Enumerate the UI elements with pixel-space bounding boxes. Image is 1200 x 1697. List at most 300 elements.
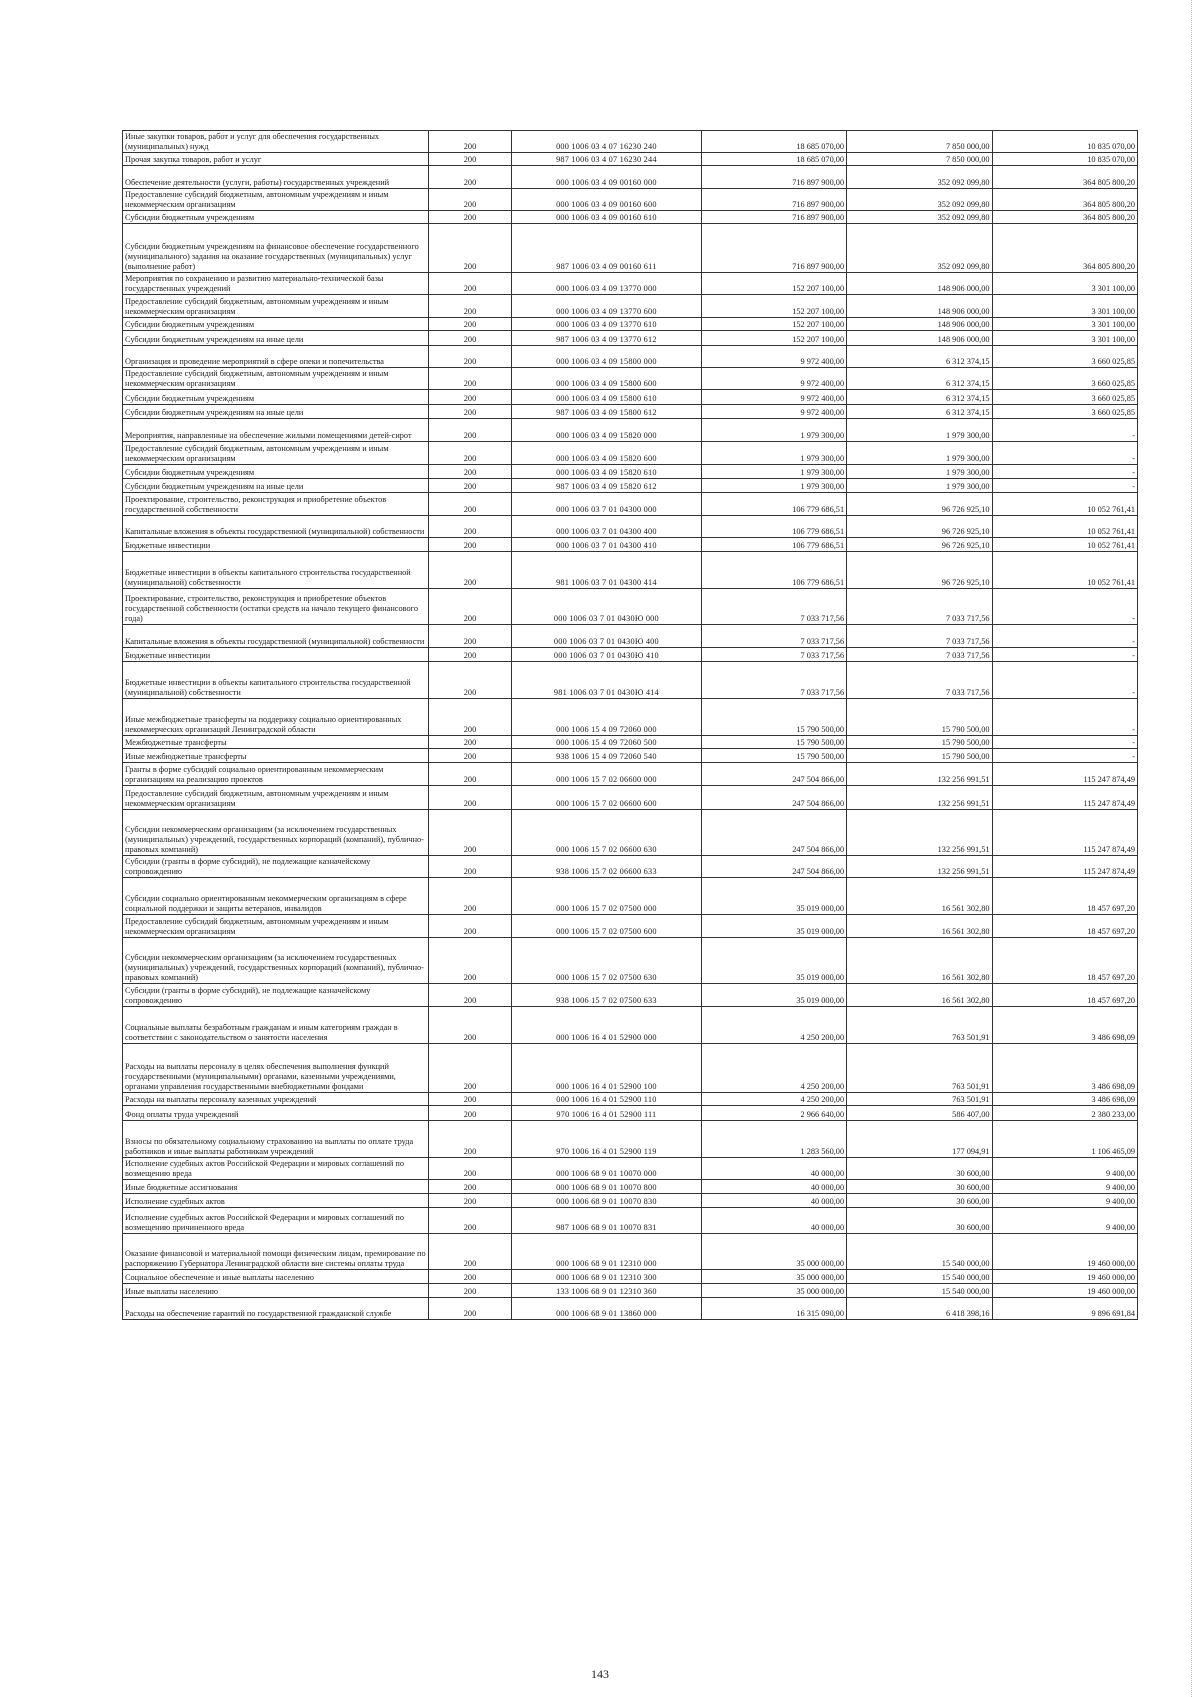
table-row <box>123 538 1138 552</box>
line-code-cell: 200 <box>428 318 511 331</box>
unexecuted-amount-cell: 3 660 025,85 <box>992 368 1137 390</box>
expense-name-cell: Иные закупки товаров, работ и услуг для обеспечения государственных (муниципальных) нужд <box>123 131 429 153</box>
table-row <box>123 1158 1138 1180</box>
unexecuted-amount-cell: 19 460 000,00 <box>992 1234 1137 1270</box>
expense-name-cell: Субсидии бюджетным учреждениям на иные цели <box>123 479 429 493</box>
executed-amount-cell: 15 790 500,00 <box>847 736 992 749</box>
expense-name-cell: Организация и проведение мероприятий в сфере опеки и попечительства <box>123 346 429 368</box>
table-row <box>123 405 1138 419</box>
budget-classification-code-cell: 000 1006 03 4 09 15800 600 <box>512 368 702 390</box>
approved-amount-cell: 18 685 070,00 <box>701 153 846 166</box>
expense-name-cell: Субсидии бюджетным учреждениям на финансовое обеспечение государственного (муниципального) задания на оказание государственных (муниципальных) услуг (выполнение работ) <box>123 224 429 273</box>
approved-amount-cell: 7 033 717,56 <box>701 662 846 699</box>
line-code-cell: 200 <box>428 224 511 273</box>
approved-amount-cell: 716 897 900,00 <box>701 224 846 273</box>
executed-amount-cell: 177 094,91 <box>847 1121 992 1158</box>
line-code-cell: 200 <box>428 786 511 810</box>
line-code-cell: 200 <box>428 552 511 589</box>
approved-amount-cell: 18 685 070,00 <box>701 131 846 153</box>
executed-amount-cell: 16 561 302,80 <box>847 984 992 1007</box>
budget-classification-code-cell: 000 1006 03 7 01 0430Ю 410 <box>512 648 702 662</box>
line-code-cell: 200 <box>428 878 511 915</box>
expense-name-cell: Оказание финансовой и материальной помощи физическим лицам, премирование по распоряжению Губернатора Ленинградской области вне системы оплаты труда <box>123 1234 429 1270</box>
line-code-cell: 200 <box>428 589 511 625</box>
line-code-cell: 200 <box>428 538 511 552</box>
budget-classification-code-cell: 000 1006 03 4 09 15820 000 <box>512 419 702 442</box>
approved-amount-cell: 9 972 400,00 <box>701 346 846 368</box>
line-code-cell: 200 <box>428 1234 511 1270</box>
table-row <box>123 736 1138 749</box>
table-row <box>123 479 1138 493</box>
expense-name-cell: Обеспечение деятельности (услуги, работы) государственных учреждений <box>123 166 429 189</box>
line-code-cell: 200 <box>428 331 511 346</box>
table-row <box>123 224 1138 273</box>
unexecuted-amount-cell: 9 400,00 <box>992 1158 1137 1180</box>
unexecuted-amount-cell: 9 400,00 <box>992 1180 1137 1194</box>
unexecuted-amount-cell: 10 052 761,41 <box>992 538 1137 552</box>
line-code-cell: 200 <box>428 1158 511 1180</box>
approved-amount-cell: 7 033 717,56 <box>701 625 846 648</box>
line-code-cell: 200 <box>428 1093 511 1106</box>
expense-name-cell: Иные выплаты населению <box>123 1284 429 1298</box>
approved-amount-cell: 247 504 866,00 <box>701 763 846 786</box>
expense-name-cell: Субсидии социально ориентированным некоммерческим организациям в сфере социальной поддержки и защиты ветеранов, инвалидов <box>123 878 429 915</box>
unexecuted-amount-cell: - <box>992 699 1137 736</box>
approved-amount-cell: 247 504 866,00 <box>701 786 846 810</box>
line-code-cell: 200 <box>428 856 511 878</box>
approved-amount-cell: 9 972 400,00 <box>701 390 846 405</box>
executed-amount-cell: 15 540 000,00 <box>847 1234 992 1270</box>
unexecuted-amount-cell: 10 052 761,41 <box>992 552 1137 589</box>
unexecuted-amount-cell: - <box>992 479 1137 493</box>
budget-classification-code-cell: 000 1006 03 4 09 00160 600 <box>512 189 702 211</box>
scan-edge-line <box>1190 0 1192 1697</box>
line-code-cell: 200 <box>428 915 511 938</box>
expense-name-cell: Прочая закупка товаров, работ и услуг <box>123 153 429 166</box>
expense-name-cell: Субсидии бюджетным учреждениям <box>123 390 429 405</box>
budget-classification-code-cell: 000 1006 03 4 09 15800 610 <box>512 390 702 405</box>
executed-amount-cell: 7 033 717,56 <box>847 589 992 625</box>
executed-amount-cell: 586 407,00 <box>847 1106 992 1121</box>
unexecuted-amount-cell: 10 835 070,00 <box>992 153 1137 166</box>
executed-amount-cell: 352 092 099,80 <box>847 189 992 211</box>
table-row <box>123 1298 1138 1320</box>
executed-amount-cell: 148 906 000,00 <box>847 273 992 295</box>
line-code-cell: 200 <box>428 1270 511 1284</box>
unexecuted-amount-cell: 3 660 025,85 <box>992 346 1137 368</box>
line-code-cell: 200 <box>428 346 511 368</box>
approved-amount-cell: 716 897 900,00 <box>701 211 846 224</box>
executed-amount-cell: 96 726 925,10 <box>847 493 992 516</box>
table-body <box>123 131 1138 1320</box>
executed-amount-cell: 15 790 500,00 <box>847 699 992 736</box>
executed-amount-cell: 6 418 398,16 <box>847 1298 992 1320</box>
unexecuted-amount-cell: 10 052 761,41 <box>992 516 1137 538</box>
expense-name-cell: Расходы на обеспечение гарантий по государственной гражданской службе <box>123 1298 429 1320</box>
expense-name-cell: Предоставление субсидий бюджетным, автономным учреждениям и иным некоммерческим организациям <box>123 295 429 318</box>
expense-name-cell: Субсидии бюджетным учреждениям на иные цели <box>123 405 429 419</box>
executed-amount-cell: 763 501,91 <box>847 1007 992 1044</box>
budget-classification-code-cell: 938 1006 15 4 09 72060 540 <box>512 749 702 763</box>
table-row <box>123 211 1138 224</box>
approved-amount-cell: 1 979 300,00 <box>701 442 846 465</box>
approved-amount-cell: 1 283 560,00 <box>701 1121 846 1158</box>
table-row <box>123 763 1138 786</box>
table-row <box>123 552 1138 589</box>
approved-amount-cell: 152 207 100,00 <box>701 273 846 295</box>
unexecuted-amount-cell: 3 486 698,09 <box>992 1044 1137 1093</box>
budget-classification-code-cell: 000 1006 68 9 01 10070 800 <box>512 1180 702 1194</box>
budget-classification-code-cell: 000 1006 03 4 07 16230 240 <box>512 131 702 153</box>
line-code-cell: 200 <box>428 1007 511 1044</box>
expense-name-cell: Субсидии некоммерческим организациям (за исключением государственных (муниципальных) учреждений, государственных корпораций (компаний), публично-правовых компаний) <box>123 810 429 856</box>
budget-classification-code-cell: 000 1006 03 7 01 0430Ю 400 <box>512 625 702 648</box>
table-row <box>123 984 1138 1007</box>
executed-amount-cell: 30 600,00 <box>847 1158 992 1180</box>
executed-amount-cell: 30 600,00 <box>847 1208 992 1234</box>
unexecuted-amount-cell: 1 106 465,09 <box>992 1121 1137 1158</box>
executed-amount-cell: 148 906 000,00 <box>847 295 992 318</box>
expense-name-cell: Гранты в форме субсидий социально ориентированным некоммерческим организациям на реализацию проектов <box>123 763 429 786</box>
budget-classification-code-cell: 000 1006 03 4 09 13770 610 <box>512 318 702 331</box>
table-row <box>123 810 1138 856</box>
approved-amount-cell: 40 000,00 <box>701 1194 846 1208</box>
executed-amount-cell: 132 256 991,51 <box>847 786 992 810</box>
unexecuted-amount-cell: 3 301 100,00 <box>992 318 1137 331</box>
executed-amount-cell: 352 092 099,80 <box>847 166 992 189</box>
table-row <box>123 493 1138 516</box>
line-code-cell: 200 <box>428 419 511 442</box>
unexecuted-amount-cell: 364 805 800,20 <box>992 166 1137 189</box>
table-row <box>123 331 1138 346</box>
budget-classification-code-cell: 987 1006 03 4 07 16230 244 <box>512 153 702 166</box>
unexecuted-amount-cell: 10 835 070,00 <box>992 131 1137 153</box>
approved-amount-cell: 7 033 717,56 <box>701 648 846 662</box>
approved-amount-cell: 9 972 400,00 <box>701 368 846 390</box>
budget-classification-code-cell: 987 1006 68 9 01 10070 831 <box>512 1208 702 1234</box>
line-code-cell: 200 <box>428 390 511 405</box>
budget-classification-code-cell: 000 1006 03 7 01 0430Ю 000 <box>512 589 702 625</box>
unexecuted-amount-cell: 3 301 100,00 <box>992 295 1137 318</box>
unexecuted-amount-cell: 115 247 874,49 <box>992 856 1137 878</box>
table-row <box>123 1194 1138 1208</box>
unexecuted-amount-cell: 18 457 697,20 <box>992 984 1137 1007</box>
budget-classification-code-cell: 970 1006 16 4 01 52900 119 <box>512 1121 702 1158</box>
budget-classification-code-cell: 000 1006 68 9 01 10070 000 <box>512 1158 702 1180</box>
table-row <box>123 1284 1138 1298</box>
approved-amount-cell: 247 504 866,00 <box>701 856 846 878</box>
unexecuted-amount-cell: 115 247 874,49 <box>992 763 1137 786</box>
line-code-cell: 200 <box>428 166 511 189</box>
approved-amount-cell: 9 972 400,00 <box>701 405 846 419</box>
approved-amount-cell: 152 207 100,00 <box>701 295 846 318</box>
table-row <box>123 915 1138 938</box>
approved-amount-cell: 16 315 090,00 <box>701 1298 846 1320</box>
budget-classification-code-cell: 000 1006 03 4 09 00160 610 <box>512 211 702 224</box>
table-row <box>123 318 1138 331</box>
approved-amount-cell: 15 790 500,00 <box>701 699 846 736</box>
expense-name-cell: Фонд оплаты труда учреждений <box>123 1106 429 1121</box>
line-code-cell: 200 <box>428 1208 511 1234</box>
approved-amount-cell: 15 790 500,00 <box>701 736 846 749</box>
approved-amount-cell: 152 207 100,00 <box>701 318 846 331</box>
line-code-cell: 200 <box>428 1180 511 1194</box>
expense-name-cell: Исполнение судебных актов <box>123 1194 429 1208</box>
line-code-cell: 200 <box>428 625 511 648</box>
line-code-cell: 200 <box>428 736 511 749</box>
budget-classification-code-cell: 000 1006 03 7 01 04300 000 <box>512 493 702 516</box>
line-code-cell: 200 <box>428 295 511 318</box>
table-row <box>123 1234 1138 1270</box>
executed-amount-cell: 352 092 099,80 <box>847 224 992 273</box>
line-code-cell: 200 <box>428 442 511 465</box>
line-code-cell: 200 <box>428 131 511 153</box>
unexecuted-amount-cell: - <box>992 419 1137 442</box>
expense-name-cell: Межбюджетные трансферты <box>123 736 429 749</box>
table-row <box>123 346 1138 368</box>
line-code-cell: 200 <box>428 465 511 479</box>
table-row <box>123 878 1138 915</box>
budget-classification-code-cell: 938 1006 15 7 02 07500 633 <box>512 984 702 1007</box>
expense-name-cell: Исполнение судебных актов Российской Федерации и мировых соглашений по возмещению вреда <box>123 1158 429 1180</box>
line-code-cell: 200 <box>428 763 511 786</box>
unexecuted-amount-cell: 364 805 800,20 <box>992 211 1137 224</box>
expense-name-cell: Предоставление субсидий бюджетным, автономным учреждениям и иным некоммерческим организациям <box>123 189 429 211</box>
table-row <box>123 1093 1138 1106</box>
budget-classification-code-cell: 133 1006 68 9 01 12310 360 <box>512 1284 702 1298</box>
line-code-cell: 200 <box>428 1194 511 1208</box>
executed-amount-cell: 15 540 000,00 <box>847 1284 992 1298</box>
executed-amount-cell: 16 561 302,80 <box>847 878 992 915</box>
unexecuted-amount-cell: - <box>992 442 1137 465</box>
table-row <box>123 153 1138 166</box>
approved-amount-cell: 4 250 200,00 <box>701 1093 846 1106</box>
budget-classification-code-cell: 938 1006 15 7 02 06600 633 <box>512 856 702 878</box>
budget-classification-code-cell: 000 1006 15 4 09 72060 500 <box>512 736 702 749</box>
line-code-cell: 200 <box>428 1044 511 1093</box>
expense-name-cell: Субсидии бюджетным учреждениям <box>123 465 429 479</box>
line-code-cell: 200 <box>428 1106 511 1121</box>
expense-name-cell: Проектирование, строительство, реконструкция и приобретение объектов государственной собственности (остатки средств на начало текущего финансового года) <box>123 589 429 625</box>
table-row <box>123 1106 1138 1121</box>
executed-amount-cell: 7 850 000,00 <box>847 131 992 153</box>
budget-classification-code-cell: 000 1006 03 4 09 15820 610 <box>512 465 702 479</box>
executed-amount-cell: 6 312 374,15 <box>847 368 992 390</box>
table-row <box>123 189 1138 211</box>
approved-amount-cell: 1 979 300,00 <box>701 465 846 479</box>
unexecuted-amount-cell: 9 400,00 <box>992 1194 1137 1208</box>
executed-amount-cell: 6 312 374,15 <box>847 390 992 405</box>
line-code-cell: 200 <box>428 153 511 166</box>
unexecuted-amount-cell: 18 457 697,20 <box>992 878 1137 915</box>
executed-amount-cell: 7 033 717,56 <box>847 625 992 648</box>
executed-amount-cell: 15 540 000,00 <box>847 1270 992 1284</box>
executed-amount-cell: 16 561 302,80 <box>847 938 992 984</box>
executed-amount-cell: 6 312 374,15 <box>847 405 992 419</box>
executed-amount-cell: 352 092 099,80 <box>847 211 992 224</box>
approved-amount-cell: 35 019 000,00 <box>701 938 846 984</box>
unexecuted-amount-cell: 18 457 697,20 <box>992 938 1137 984</box>
expense-name-cell: Бюджетные инвестиции в объекты капитального строительства государственной (муниципальной) собственности <box>123 662 429 699</box>
line-code-cell: 200 <box>428 479 511 493</box>
approved-amount-cell: 40 000,00 <box>701 1208 846 1234</box>
line-code-cell: 200 <box>428 273 511 295</box>
unexecuted-amount-cell: 3 486 698,09 <box>992 1093 1137 1106</box>
expense-name-cell: Исполнение судебных актов Российской Федерации и мировых соглашений по возмещению причиненного вреда <box>123 1208 429 1234</box>
budget-classification-code-cell: 000 1006 16 4 01 52900 110 <box>512 1093 702 1106</box>
expense-name-cell: Иные межбюджетные трансферты на поддержку социально ориентированных некоммерческих организаций Ленинградской области <box>123 699 429 736</box>
expense-name-cell: Капитальные вложения в объекты государственной (муниципальной) собственности <box>123 516 429 538</box>
approved-amount-cell: 247 504 866,00 <box>701 810 846 856</box>
expense-name-cell: Бюджетные инвестиции <box>123 648 429 662</box>
line-code-cell: 200 <box>428 984 511 1007</box>
table-row <box>123 589 1138 625</box>
executed-amount-cell: 148 906 000,00 <box>847 318 992 331</box>
unexecuted-amount-cell: 3 660 025,85 <box>992 405 1137 419</box>
line-code-cell: 200 <box>428 662 511 699</box>
approved-amount-cell: 2 966 640,00 <box>701 1106 846 1121</box>
table-row <box>123 786 1138 810</box>
executed-amount-cell: 16 561 302,80 <box>847 915 992 938</box>
expense-name-cell: Взносы по обязательному социальному страхованию на выплаты по оплате труда работников и иные выплаты работникам учреждений <box>123 1121 429 1158</box>
executed-amount-cell: 96 726 925,10 <box>847 516 992 538</box>
unexecuted-amount-cell: 364 805 800,20 <box>992 189 1137 211</box>
table-row <box>123 699 1138 736</box>
executed-amount-cell: 6 312 374,15 <box>847 346 992 368</box>
approved-amount-cell: 35 019 000,00 <box>701 984 846 1007</box>
table-row <box>123 1270 1138 1284</box>
table-row <box>123 419 1138 442</box>
unexecuted-amount-cell: 10 052 761,41 <box>992 493 1137 516</box>
budget-classification-code-cell: 000 1006 03 7 01 04300 410 <box>512 538 702 552</box>
approved-amount-cell: 40 000,00 <box>701 1158 846 1180</box>
line-code-cell: 200 <box>428 1121 511 1158</box>
line-code-cell: 200 <box>428 1298 511 1320</box>
expense-name-cell: Капитальные вложения в объекты государственной (муниципальной) собственности <box>123 625 429 648</box>
budget-classification-code-cell: 987 1006 03 4 09 13770 612 <box>512 331 702 346</box>
budget-classification-code-cell: 987 1006 03 4 09 00160 611 <box>512 224 702 273</box>
expense-name-cell: Иные межбюджетные трансферты <box>123 749 429 763</box>
approved-amount-cell: 106 779 686,51 <box>701 538 846 552</box>
expense-name-cell: Социальные выплаты безработным гражданам и иным категориям граждан в соответствии с законодательством о занятости населения <box>123 1007 429 1044</box>
table-row <box>123 516 1138 538</box>
executed-amount-cell: 763 501,91 <box>847 1093 992 1106</box>
executed-amount-cell: 96 726 925,10 <box>847 538 992 552</box>
line-code-cell: 200 <box>428 368 511 390</box>
line-code-cell: 200 <box>428 211 511 224</box>
expense-name-cell: Субсидии некоммерческим организациям (за исключением государственных (муниципальных) учреждений, государственных корпораций (компаний), публично-правовых компаний) <box>123 938 429 984</box>
budget-classification-code-cell: 000 1006 15 7 02 06600 630 <box>512 810 702 856</box>
line-code-cell: 200 <box>428 938 511 984</box>
unexecuted-amount-cell: 19 460 000,00 <box>992 1284 1137 1298</box>
budget-classification-code-cell: 000 1006 15 7 02 06600 000 <box>512 763 702 786</box>
unexecuted-amount-cell: 2 380 233,00 <box>992 1106 1137 1121</box>
table-row <box>123 295 1138 318</box>
approved-amount-cell: 35 019 000,00 <box>701 915 846 938</box>
budget-classification-code-cell: 000 1006 03 4 09 00160 000 <box>512 166 702 189</box>
table-row <box>123 390 1138 405</box>
executed-amount-cell: 7 033 717,56 <box>847 662 992 699</box>
executed-amount-cell: 96 726 925,10 <box>847 552 992 589</box>
expense-name-cell: Предоставление субсидий бюджетным, автономным учреждениям и иным некоммерческим организациям <box>123 442 429 465</box>
expense-name-cell: Социальное обеспечение и иные выплаты населению <box>123 1270 429 1284</box>
executed-amount-cell: 1 979 300,00 <box>847 465 992 479</box>
budget-classification-code-cell: 000 1006 68 9 01 10070 830 <box>512 1194 702 1208</box>
expense-name-cell: Субсидии бюджетным учреждениям <box>123 318 429 331</box>
unexecuted-amount-cell: 18 457 697,20 <box>992 915 1137 938</box>
table-row <box>123 131 1138 153</box>
approved-amount-cell: 716 897 900,00 <box>701 166 846 189</box>
budget-classification-code-cell: 000 1006 68 9 01 13860 000 <box>512 1298 702 1320</box>
budget-classification-code-cell: 000 1006 16 4 01 52900 100 <box>512 1044 702 1093</box>
line-code-cell: 200 <box>428 1284 511 1298</box>
approved-amount-cell: 106 779 686,51 <box>701 552 846 589</box>
unexecuted-amount-cell: - <box>992 648 1137 662</box>
expense-name-cell: Иные бюджетные ассигнования <box>123 1180 429 1194</box>
expense-name-cell: Расходы на выплаты персоналу в целях обеспечения выполнения функций государственными (муниципальными) органами, казенными учреждениями, органами управления государственными внебюджетными фондами <box>123 1044 429 1093</box>
budget-classification-code-cell: 000 1006 68 9 01 12310 000 <box>512 1234 702 1270</box>
unexecuted-amount-cell: 9 896 691,84 <box>992 1298 1137 1320</box>
budget-classification-code-cell: 981 1006 03 7 01 0430Ю 414 <box>512 662 702 699</box>
line-code-cell: 200 <box>428 699 511 736</box>
executed-amount-cell: 7 033 717,56 <box>847 648 992 662</box>
expense-name-cell: Расходы на выплаты персоналу казенных учреждений <box>123 1093 429 1106</box>
approved-amount-cell: 40 000,00 <box>701 1180 846 1194</box>
expense-name-cell: Бюджетные инвестиции в объекты капитального строительства государственной (муниципальной) собственности <box>123 552 429 589</box>
expense-name-cell: Предоставление субсидий бюджетным, автономным учреждениям и иным некоммерческим организациям <box>123 368 429 390</box>
executed-amount-cell: 15 790 500,00 <box>847 749 992 763</box>
line-code-cell: 200 <box>428 189 511 211</box>
table-row <box>123 749 1138 763</box>
approved-amount-cell: 7 033 717,56 <box>701 589 846 625</box>
approved-amount-cell: 1 979 300,00 <box>701 479 846 493</box>
unexecuted-amount-cell: 3 660 025,85 <box>992 390 1137 405</box>
unexecuted-amount-cell: 19 460 000,00 <box>992 1270 1137 1284</box>
budget-classification-code-cell: 981 1006 03 7 01 04300 414 <box>512 552 702 589</box>
table-row <box>123 1007 1138 1044</box>
budget-classification-code-cell: 970 1006 16 4 01 52900 111 <box>512 1106 702 1121</box>
table-row <box>123 856 1138 878</box>
table-row <box>123 273 1138 295</box>
page-number: 143 <box>591 1667 609 1681</box>
expense-name-cell: Проектирование, строительство, реконструкция и приобретение объектов государственной собственности <box>123 493 429 516</box>
unexecuted-amount-cell: - <box>992 465 1137 479</box>
budget-classification-code-cell: 000 1006 03 4 09 15820 600 <box>512 442 702 465</box>
executed-amount-cell: 132 256 991,51 <box>847 810 992 856</box>
budget-classification-code-cell: 000 1006 68 9 01 12310 300 <box>512 1270 702 1284</box>
unexecuted-amount-cell: 115 247 874,49 <box>992 786 1137 810</box>
line-code-cell: 200 <box>428 405 511 419</box>
table-row <box>123 442 1138 465</box>
unexecuted-amount-cell: 9 400,00 <box>992 1208 1137 1234</box>
executed-amount-cell: 1 979 300,00 <box>847 442 992 465</box>
budget-classification-code-cell: 000 1006 15 7 02 07500 000 <box>512 878 702 915</box>
table-row <box>123 1180 1138 1194</box>
line-code-cell: 200 <box>428 516 511 538</box>
budget-table-container <box>122 130 1138 1320</box>
table-row <box>123 648 1138 662</box>
line-code-cell: 200 <box>428 749 511 763</box>
budget-classification-code-cell: 987 1006 03 4 09 15800 612 <box>512 405 702 419</box>
budget-classification-code-cell: 000 1006 15 7 02 07500 630 <box>512 938 702 984</box>
table-row <box>123 166 1138 189</box>
line-code-cell: 200 <box>428 810 511 856</box>
expense-name-cell: Мероприятия по сохранению и развитию материально-технической базы государственных учреждений <box>123 273 429 295</box>
table-row <box>123 1044 1138 1093</box>
table-row <box>123 368 1138 390</box>
executed-amount-cell: 132 256 991,51 <box>847 856 992 878</box>
table-row <box>123 625 1138 648</box>
